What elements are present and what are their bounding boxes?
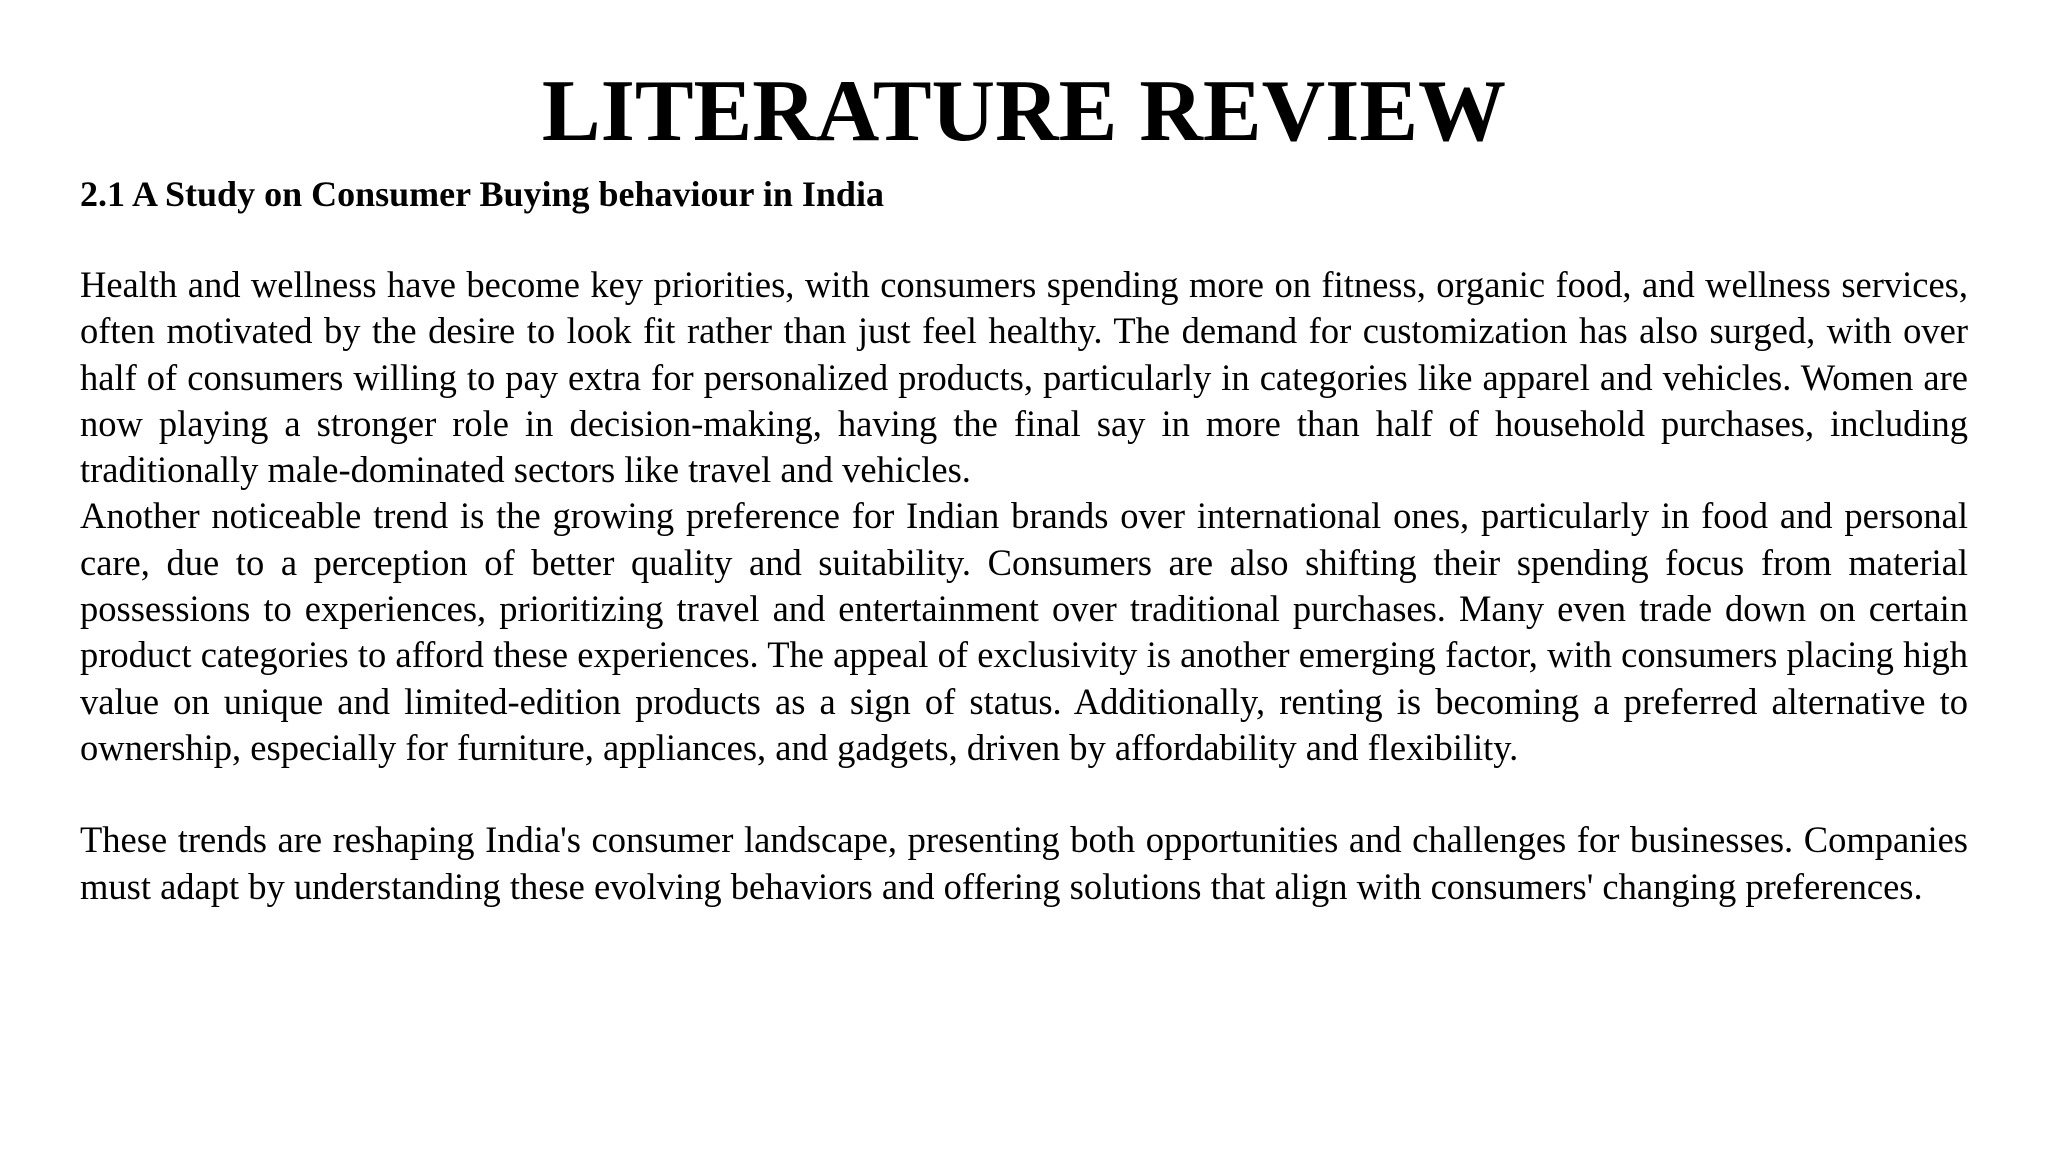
paragraph-health-wellness: Health and wellness have become key priorities, with consumers spending more on fitness, organic food, and wellness services, often motivated by the desire to look fit rather than just feel healthy. The demand for customization has also surged, with over half of consumers willing to pay extra for personalized products, particularly in categories like apparel and vehicles. Women are now playing a stronger role in decision-making, having the final say in more than half of household purchases, including traditionally male-dominated sectors like travel and vehicles.: [80, 264, 1968, 491]
paragraph-conclusion: These trends are reshaping India's consumer landscape, presenting both opportunities and challenges for businesses. Companies must adapt by understanding these evolving behaviors and offering solutions that align with consumers' changing preferences.: [80, 819, 1968, 907]
page-title: LITERATURE REVIEW: [541, 63, 1507, 160]
section-heading: 2.1 A Study on Consumer Buying behaviour in India: [80, 174, 884, 214]
paragraph-indian-brands: Another noticeable trend is the growing preference for Indian brands over international ones, particularly in food and personal care, due to a perception of better quality and suitability. Consumers are also shifting their spending focus from material possessions to experiences, prioritizing travel and entertainment over traditional purchases. Many even trade down on certain product categories to afford these experiences. The appeal of exclusivity is another emerging factor, with consumers placing high value on unique and limited-edition products as a sign of status. Additionally, renting is becoming a preferred alternative to ownership, especially for furniture, appliances, and gadgets, driven by affordability and flexibility.: [80, 495, 1968, 768]
